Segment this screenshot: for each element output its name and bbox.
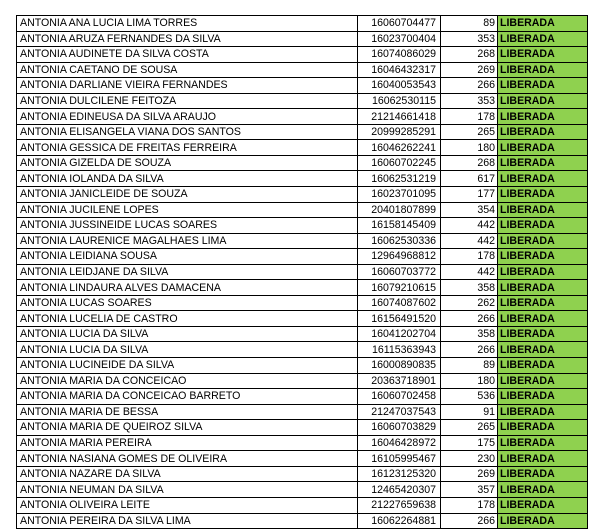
code-cell[interactable]: 16105995467 [358, 451, 441, 467]
name-cell[interactable]: ANTONIA PEREIRA DA SILVA LIMA [17, 513, 358, 529]
value-cell[interactable]: 265 [441, 420, 498, 436]
value-cell[interactable]: 268 [441, 155, 498, 171]
name-cell[interactable]: ANTONIA LINDAURA ALVES DAMACENA [17, 280, 358, 296]
value-cell[interactable]: 269 [441, 466, 498, 482]
status-cell[interactable]: LIBERADA [498, 466, 588, 482]
value-cell[interactable]: 266 [441, 311, 498, 327]
code-cell[interactable]: 21214661418 [358, 109, 441, 125]
status-cell[interactable]: LIBERADA [498, 31, 588, 47]
value-cell[interactable]: 442 [441, 233, 498, 249]
status-cell[interactable]: LIBERADA [498, 389, 588, 405]
table-row [17, 280, 588, 296]
status-cell[interactable]: LIBERADA [498, 124, 588, 140]
table-row [17, 62, 588, 78]
code-cell[interactable]: 16062264881 [358, 513, 441, 529]
name-cell[interactable]: ANTONIA LUCAS SOARES [17, 295, 358, 311]
status-cell[interactable]: LIBERADA [498, 420, 588, 436]
value-cell[interactable]: 89 [441, 16, 498, 32]
status-cell[interactable]: LIBERADA [498, 497, 588, 513]
table-row [17, 218, 588, 234]
status-cell[interactable]: LIBERADA [498, 295, 588, 311]
table-row [17, 342, 588, 358]
value-cell[interactable]: 180 [441, 140, 498, 156]
status-cell[interactable]: LIBERADA [498, 373, 588, 389]
code-cell[interactable]: 16074086029 [358, 47, 441, 63]
status-cell[interactable]: LIBERADA [498, 47, 588, 63]
table-row [17, 326, 588, 342]
name-cell[interactable]: ANTONIA JUCILENE LOPES [17, 202, 358, 218]
name-cell[interactable]: ANTONIA LUCIA DA SILVA [17, 326, 358, 342]
name-cell[interactable]: ANTONIA JUSSINEIDE LUCAS SOARES [17, 218, 358, 234]
name-cell[interactable]: ANTONIA MARIA DE BESSA [17, 404, 358, 420]
code-cell[interactable]: 16060703829 [358, 420, 441, 436]
table-row [17, 31, 588, 47]
value-cell[interactable]: 262 [441, 295, 498, 311]
code-cell[interactable]: 16046262241 [358, 140, 441, 156]
code-cell[interactable]: 16079210615 [358, 280, 441, 296]
value-cell[interactable]: 91 [441, 404, 498, 420]
value-cell[interactable]: 617 [441, 171, 498, 187]
value-cell[interactable]: 265 [441, 124, 498, 140]
status-cell[interactable]: LIBERADA [498, 233, 588, 249]
status-cell[interactable]: LIBERADA [498, 93, 588, 109]
status-cell[interactable]: LIBERADA [498, 358, 588, 374]
value-cell[interactable]: 177 [441, 187, 498, 203]
table-row [17, 264, 588, 280]
table-row [17, 513, 588, 529]
status-cell[interactable]: LIBERADA [498, 342, 588, 358]
name-cell[interactable]: ANTONIA MARIA DA CONCEICAO BARRETO [17, 389, 358, 405]
code-cell[interactable]: 16156491520 [358, 311, 441, 327]
table-row [17, 140, 588, 156]
value-cell[interactable]: 178 [441, 497, 498, 513]
name-cell[interactable]: ANTONIA ELISANGELA VIANA DOS SANTOS [17, 124, 358, 140]
status-cell[interactable]: LIBERADA [498, 78, 588, 94]
value-cell[interactable]: 357 [441, 482, 498, 498]
value-cell[interactable]: 230 [441, 451, 498, 467]
code-cell[interactable]: 16062530336 [358, 233, 441, 249]
code-cell[interactable]: 16062530115 [358, 93, 441, 109]
value-cell[interactable]: 353 [441, 93, 498, 109]
code-cell[interactable]: 20363718901 [358, 373, 441, 389]
name-cell[interactable]: ANTONIA DARLIANE VIEIRA FERNANDES [17, 78, 358, 94]
table-row [17, 93, 588, 109]
table-row [17, 202, 588, 218]
code-cell[interactable]: 12964968812 [358, 249, 441, 265]
value-cell[interactable]: 354 [441, 202, 498, 218]
table-row [17, 47, 588, 63]
value-cell[interactable]: 178 [441, 109, 498, 125]
table-row [17, 435, 588, 451]
table-row [17, 249, 588, 265]
code-cell[interactable]: 12465420307 [358, 482, 441, 498]
name-cell[interactable]: ANTONIA AUDINETE DA SILVA COSTA [17, 47, 358, 63]
code-cell[interactable]: 16060703772 [358, 264, 441, 280]
value-cell[interactable]: 358 [441, 280, 498, 296]
name-cell[interactable]: ANTONIA IOLANDA DA SILVA [17, 171, 358, 187]
table-row [17, 155, 588, 171]
status-cell[interactable]: LIBERADA [498, 140, 588, 156]
code-cell[interactable]: 16046428972 [358, 435, 441, 451]
code-cell[interactable]: 16123125320 [358, 466, 441, 482]
name-cell[interactable]: ANTONIA OLIVEIRA LEITE [17, 497, 358, 513]
value-cell[interactable]: 175 [441, 435, 498, 451]
table-row [17, 404, 588, 420]
table-row [17, 358, 588, 374]
status-cell[interactable]: LIBERADA [498, 249, 588, 265]
table-row [17, 233, 588, 249]
status-cell[interactable]: LIBERADA [498, 513, 588, 529]
status-cell[interactable]: LIBERADA [498, 311, 588, 327]
status-cell[interactable]: LIBERADA [498, 171, 588, 187]
name-cell[interactable]: ANTONIA LAURENICE MAGALHAES LIMA [17, 233, 358, 249]
status-cell[interactable]: LIBERADA [498, 264, 588, 280]
value-cell[interactable]: 266 [441, 513, 498, 529]
status-cell[interactable]: LIBERADA [498, 155, 588, 171]
code-cell[interactable]: 16046432317 [358, 62, 441, 78]
status-cell[interactable]: LIBERADA [498, 62, 588, 78]
value-cell[interactable]: 358 [441, 326, 498, 342]
value-cell[interactable]: 269 [441, 62, 498, 78]
name-cell[interactable]: ANTONIA LEIDJANE DA SILVA [17, 264, 358, 280]
name-cell[interactable]: ANTONIA MARIA PEREIRA [17, 435, 358, 451]
status-cell[interactable]: LIBERADA [498, 435, 588, 451]
name-cell[interactable]: ANTONIA LUCINEIDE DA SILVA [17, 358, 358, 374]
code-cell[interactable]: 16060702458 [358, 389, 441, 405]
table-row [17, 187, 588, 203]
status-cell[interactable]: LIBERADA [498, 187, 588, 203]
name-cell[interactable]: ANTONIA NASIANA GOMES DE OLIVEIRA [17, 451, 358, 467]
name-cell[interactable]: ANTONIA NEUMAN DA SILVA [17, 482, 358, 498]
value-cell[interactable]: 536 [441, 389, 498, 405]
code-cell[interactable]: 16158145409 [358, 218, 441, 234]
table-row [17, 482, 588, 498]
table-row [17, 373, 588, 389]
name-cell[interactable]: ANTONIA LUCIA DA SILVA [17, 342, 358, 358]
name-cell[interactable]: ANTONIA GESSICA DE FREITAS FERREIRA [17, 140, 358, 156]
table-row [17, 109, 588, 125]
value-cell[interactable]: 353 [441, 31, 498, 47]
table-row [17, 420, 588, 436]
code-cell[interactable]: 21227659638 [358, 497, 441, 513]
table-row [17, 78, 588, 94]
code-cell[interactable]: 16041202704 [358, 326, 441, 342]
name-cell[interactable]: ANTONIA JANICLEIDE DE SOUZA [17, 187, 358, 203]
value-cell[interactable]: 266 [441, 342, 498, 358]
table-row [17, 124, 588, 140]
status-cell[interactable]: LIBERADA [498, 482, 588, 498]
code-cell[interactable]: 16000890835 [358, 358, 441, 374]
name-cell[interactable]: ANTONIA DULCILENE FEITOZA [17, 93, 358, 109]
value-cell[interactable]: 89 [441, 358, 498, 374]
status-cell[interactable]: LIBERADA [498, 218, 588, 234]
code-cell[interactable]: 16040053543 [358, 78, 441, 94]
code-cell[interactable]: 16060702245 [358, 155, 441, 171]
code-cell[interactable]: 20401807899 [358, 202, 441, 218]
table-row [17, 16, 588, 32]
value-cell[interactable]: 268 [441, 47, 498, 63]
status-cell[interactable]: LIBERADA [498, 16, 588, 32]
name-cell[interactable]: ANTONIA LEIDIANA SOUSA [17, 249, 358, 265]
status-cell[interactable]: LIBERADA [498, 451, 588, 467]
code-cell[interactable]: 20999285291 [358, 124, 441, 140]
table-row [17, 497, 588, 513]
value-cell[interactable]: 180 [441, 373, 498, 389]
status-cell[interactable]: LIBERADA [498, 280, 588, 296]
status-cell[interactable]: LIBERADA [498, 326, 588, 342]
table-row [17, 466, 588, 482]
name-cell[interactable]: ANTONIA MARIA DA CONCEICAO [17, 373, 358, 389]
name-cell[interactable]: ANTONIA CAETANO DE SOUSA [17, 62, 358, 78]
status-cell[interactable]: LIBERADA [498, 202, 588, 218]
name-cell[interactable]: ANTONIA GIZELDA DE SOUZA [17, 155, 358, 171]
code-cell[interactable]: 16115363943 [358, 342, 441, 358]
name-cell[interactable]: ANTONIA LUCELIA DE CASTRO [17, 311, 358, 327]
name-cell[interactable]: ANTONIA ANA LUCIA LIMA TORRES [17, 16, 358, 32]
value-cell[interactable]: 442 [441, 218, 498, 234]
code-cell[interactable]: 16023701095 [358, 187, 441, 203]
status-cell[interactable]: LIBERADA [498, 109, 588, 125]
name-cell[interactable]: ANTONIA ARUZA FERNANDES DA SILVA [17, 31, 358, 47]
table-row [17, 295, 588, 311]
code-cell[interactable]: 16060704477 [358, 16, 441, 32]
name-cell[interactable]: ANTONIA EDINEUSA DA SILVA ARAUJO [17, 109, 358, 125]
table-row [17, 171, 588, 187]
name-cell[interactable]: ANTONIA NAZARE DA SILVA [17, 466, 358, 482]
value-cell[interactable]: 266 [441, 78, 498, 94]
table-row [17, 451, 588, 467]
value-cell[interactable]: 442 [441, 264, 498, 280]
table-body [17, 16, 588, 529]
name-cell[interactable]: ANTONIA MARIA DE QUEIROZ SILVA [17, 420, 358, 436]
spreadsheet-table [16, 15, 588, 529]
code-cell[interactable]: 16062531219 [358, 171, 441, 187]
status-cell[interactable]: LIBERADA [498, 404, 588, 420]
value-cell[interactable]: 178 [441, 249, 498, 265]
table-row [17, 389, 588, 405]
code-cell[interactable]: 16074087602 [358, 295, 441, 311]
code-cell[interactable]: 21247037543 [358, 404, 441, 420]
code-cell[interactable]: 16023700404 [358, 31, 441, 47]
table-row [17, 311, 588, 327]
